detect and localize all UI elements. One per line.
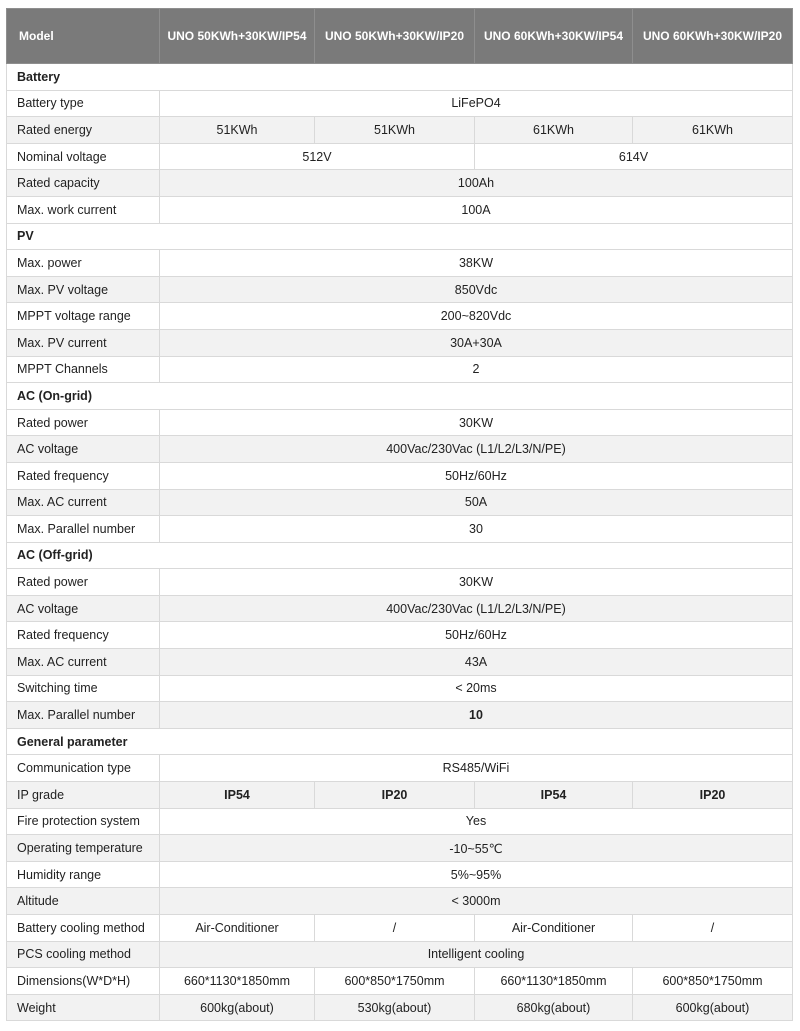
header-column: UNO 60KWh+30KW/IP54 <box>475 9 633 64</box>
row-label: Max. power <box>7 250 160 277</box>
row-value: IP54 <box>475 782 633 809</box>
row-label: MPPT Channels <box>7 356 160 383</box>
table-row <box>7 516 793 543</box>
row-value: LiFePO4 <box>160 90 793 117</box>
table-row <box>7 196 793 223</box>
row-value: 850Vdc <box>160 276 793 303</box>
row-label: AC voltage <box>7 436 160 463</box>
row-label: Rated power <box>7 569 160 596</box>
row-value: 43A <box>160 649 793 676</box>
section-row <box>7 728 793 755</box>
spec-table <box>6 8 793 1021</box>
row-value: 100Ah <box>160 170 793 197</box>
row-value: 600kg(about) <box>633 994 793 1021</box>
row-label: Max. Parallel number <box>7 516 160 543</box>
row-label: Rated power <box>7 409 160 436</box>
row-value: IP54 <box>160 782 315 809</box>
row-value: 51KWh <box>160 117 315 144</box>
row-label: Max. work current <box>7 196 160 223</box>
row-label: PCS cooling method <box>7 941 160 968</box>
row-value: 530kg(about) <box>315 994 475 1021</box>
table-row <box>7 861 793 888</box>
table-row <box>7 915 793 942</box>
table-row <box>7 143 793 170</box>
table-row <box>7 569 793 596</box>
row-value: 30A+30A <box>160 329 793 356</box>
header-column: UNO 50KWh+30KW/IP54 <box>160 9 315 64</box>
row-label: Max. Parallel number <box>7 702 160 729</box>
table-row <box>7 808 793 835</box>
row-value: Air-Conditioner <box>160 915 315 942</box>
row-label: Switching time <box>7 675 160 702</box>
row-value: 2 <box>160 356 793 383</box>
table-row <box>7 835 793 862</box>
row-value: 512V <box>160 143 475 170</box>
row-label: Dimensions(W*D*H) <box>7 968 160 995</box>
table-row <box>7 90 793 117</box>
table-row <box>7 117 793 144</box>
table-row <box>7 276 793 303</box>
row-value: 51KWh <box>315 117 475 144</box>
row-value: 61KWh <box>633 117 793 144</box>
section-row <box>7 383 793 410</box>
row-label: Altitude <box>7 888 160 915</box>
row-value: Yes <box>160 808 793 835</box>
row-value: < 3000m <box>160 888 793 915</box>
row-value: 680kg(about) <box>475 994 633 1021</box>
section-title: Battery <box>7 64 793 91</box>
header-model: Model <box>7 9 160 64</box>
row-value: -10~55℃ <box>160 835 793 862</box>
spec-table-container <box>6 8 792 1021</box>
table-row <box>7 994 793 1021</box>
row-value: 50Hz/60Hz <box>160 622 793 649</box>
table-header-row <box>7 9 793 64</box>
section-row <box>7 223 793 250</box>
table-row <box>7 303 793 330</box>
row-value: IP20 <box>315 782 475 809</box>
section-title: AC (On-grid) <box>7 383 793 410</box>
table-row <box>7 462 793 489</box>
table-row <box>7 595 793 622</box>
table-row <box>7 968 793 995</box>
row-label: Battery cooling method <box>7 915 160 942</box>
row-value: 50A <box>160 489 793 516</box>
row-label: Rated capacity <box>7 170 160 197</box>
table-row <box>7 329 793 356</box>
row-value: 30KW <box>160 569 793 596</box>
section-row <box>7 542 793 569</box>
section-row <box>7 64 793 91</box>
table-row <box>7 675 793 702</box>
row-value: 30KW <box>160 409 793 436</box>
row-value: Air-Conditioner <box>475 915 633 942</box>
table-row <box>7 356 793 383</box>
row-value: 600*850*1750mm <box>315 968 475 995</box>
row-value: 200~820Vdc <box>160 303 793 330</box>
row-label: Rated frequency <box>7 462 160 489</box>
table-row <box>7 888 793 915</box>
row-label: Max. AC current <box>7 489 160 516</box>
row-value: 600*850*1750mm <box>633 968 793 995</box>
row-value: IP20 <box>633 782 793 809</box>
row-value: 61KWh <box>475 117 633 144</box>
row-label: AC voltage <box>7 595 160 622</box>
row-label: Fire protection system <box>7 808 160 835</box>
table-row <box>7 170 793 197</box>
header-column: UNO 50KWh+30KW/IP20 <box>315 9 475 64</box>
row-label: Rated energy <box>7 117 160 144</box>
row-value: 100A <box>160 196 793 223</box>
row-label: Operating temperature <box>7 835 160 862</box>
row-value: 38KW <box>160 250 793 277</box>
table-row <box>7 250 793 277</box>
row-label: Communication type <box>7 755 160 782</box>
row-label: Max. AC current <box>7 649 160 676</box>
section-title: PV <box>7 223 793 250</box>
row-label: MPPT voltage range <box>7 303 160 330</box>
row-value: 400Vac/230Vac (L1/L2/L3/N/PE) <box>160 436 793 463</box>
table-row <box>7 436 793 463</box>
row-label: IP grade <box>7 782 160 809</box>
row-value: 600kg(about) <box>160 994 315 1021</box>
table-row <box>7 489 793 516</box>
row-label: Weight <box>7 994 160 1021</box>
row-label: Max. PV voltage <box>7 276 160 303</box>
row-value: 660*1130*1850mm <box>475 968 633 995</box>
row-value: / <box>315 915 475 942</box>
row-value: RS485/WiFi <box>160 755 793 782</box>
row-value: 400Vac/230Vac (L1/L2/L3/N/PE) <box>160 595 793 622</box>
row-value: 5%~95% <box>160 861 793 888</box>
table-row <box>7 409 793 436</box>
row-value: Intelligent cooling <box>160 941 793 968</box>
row-value: 30 <box>160 516 793 543</box>
row-value: < 20ms <box>160 675 793 702</box>
table-row <box>7 755 793 782</box>
row-value: 614V <box>475 143 793 170</box>
row-label: Battery type <box>7 90 160 117</box>
row-value: / <box>633 915 793 942</box>
row-label: Max. PV current <box>7 329 160 356</box>
table-body <box>7 64 793 1021</box>
row-value: 10 <box>160 702 793 729</box>
row-label: Nominal voltage <box>7 143 160 170</box>
table-row <box>7 941 793 968</box>
row-label: Rated frequency <box>7 622 160 649</box>
row-label: Humidity range <box>7 861 160 888</box>
table-row <box>7 649 793 676</box>
row-value: 660*1130*1850mm <box>160 968 315 995</box>
header-column: UNO 60KWh+30KW/IP20 <box>633 9 793 64</box>
section-title: General parameter <box>7 728 793 755</box>
table-row <box>7 702 793 729</box>
section-title: AC (Off-grid) <box>7 542 793 569</box>
table-row <box>7 622 793 649</box>
row-value: 50Hz/60Hz <box>160 462 793 489</box>
table-row <box>7 782 793 809</box>
